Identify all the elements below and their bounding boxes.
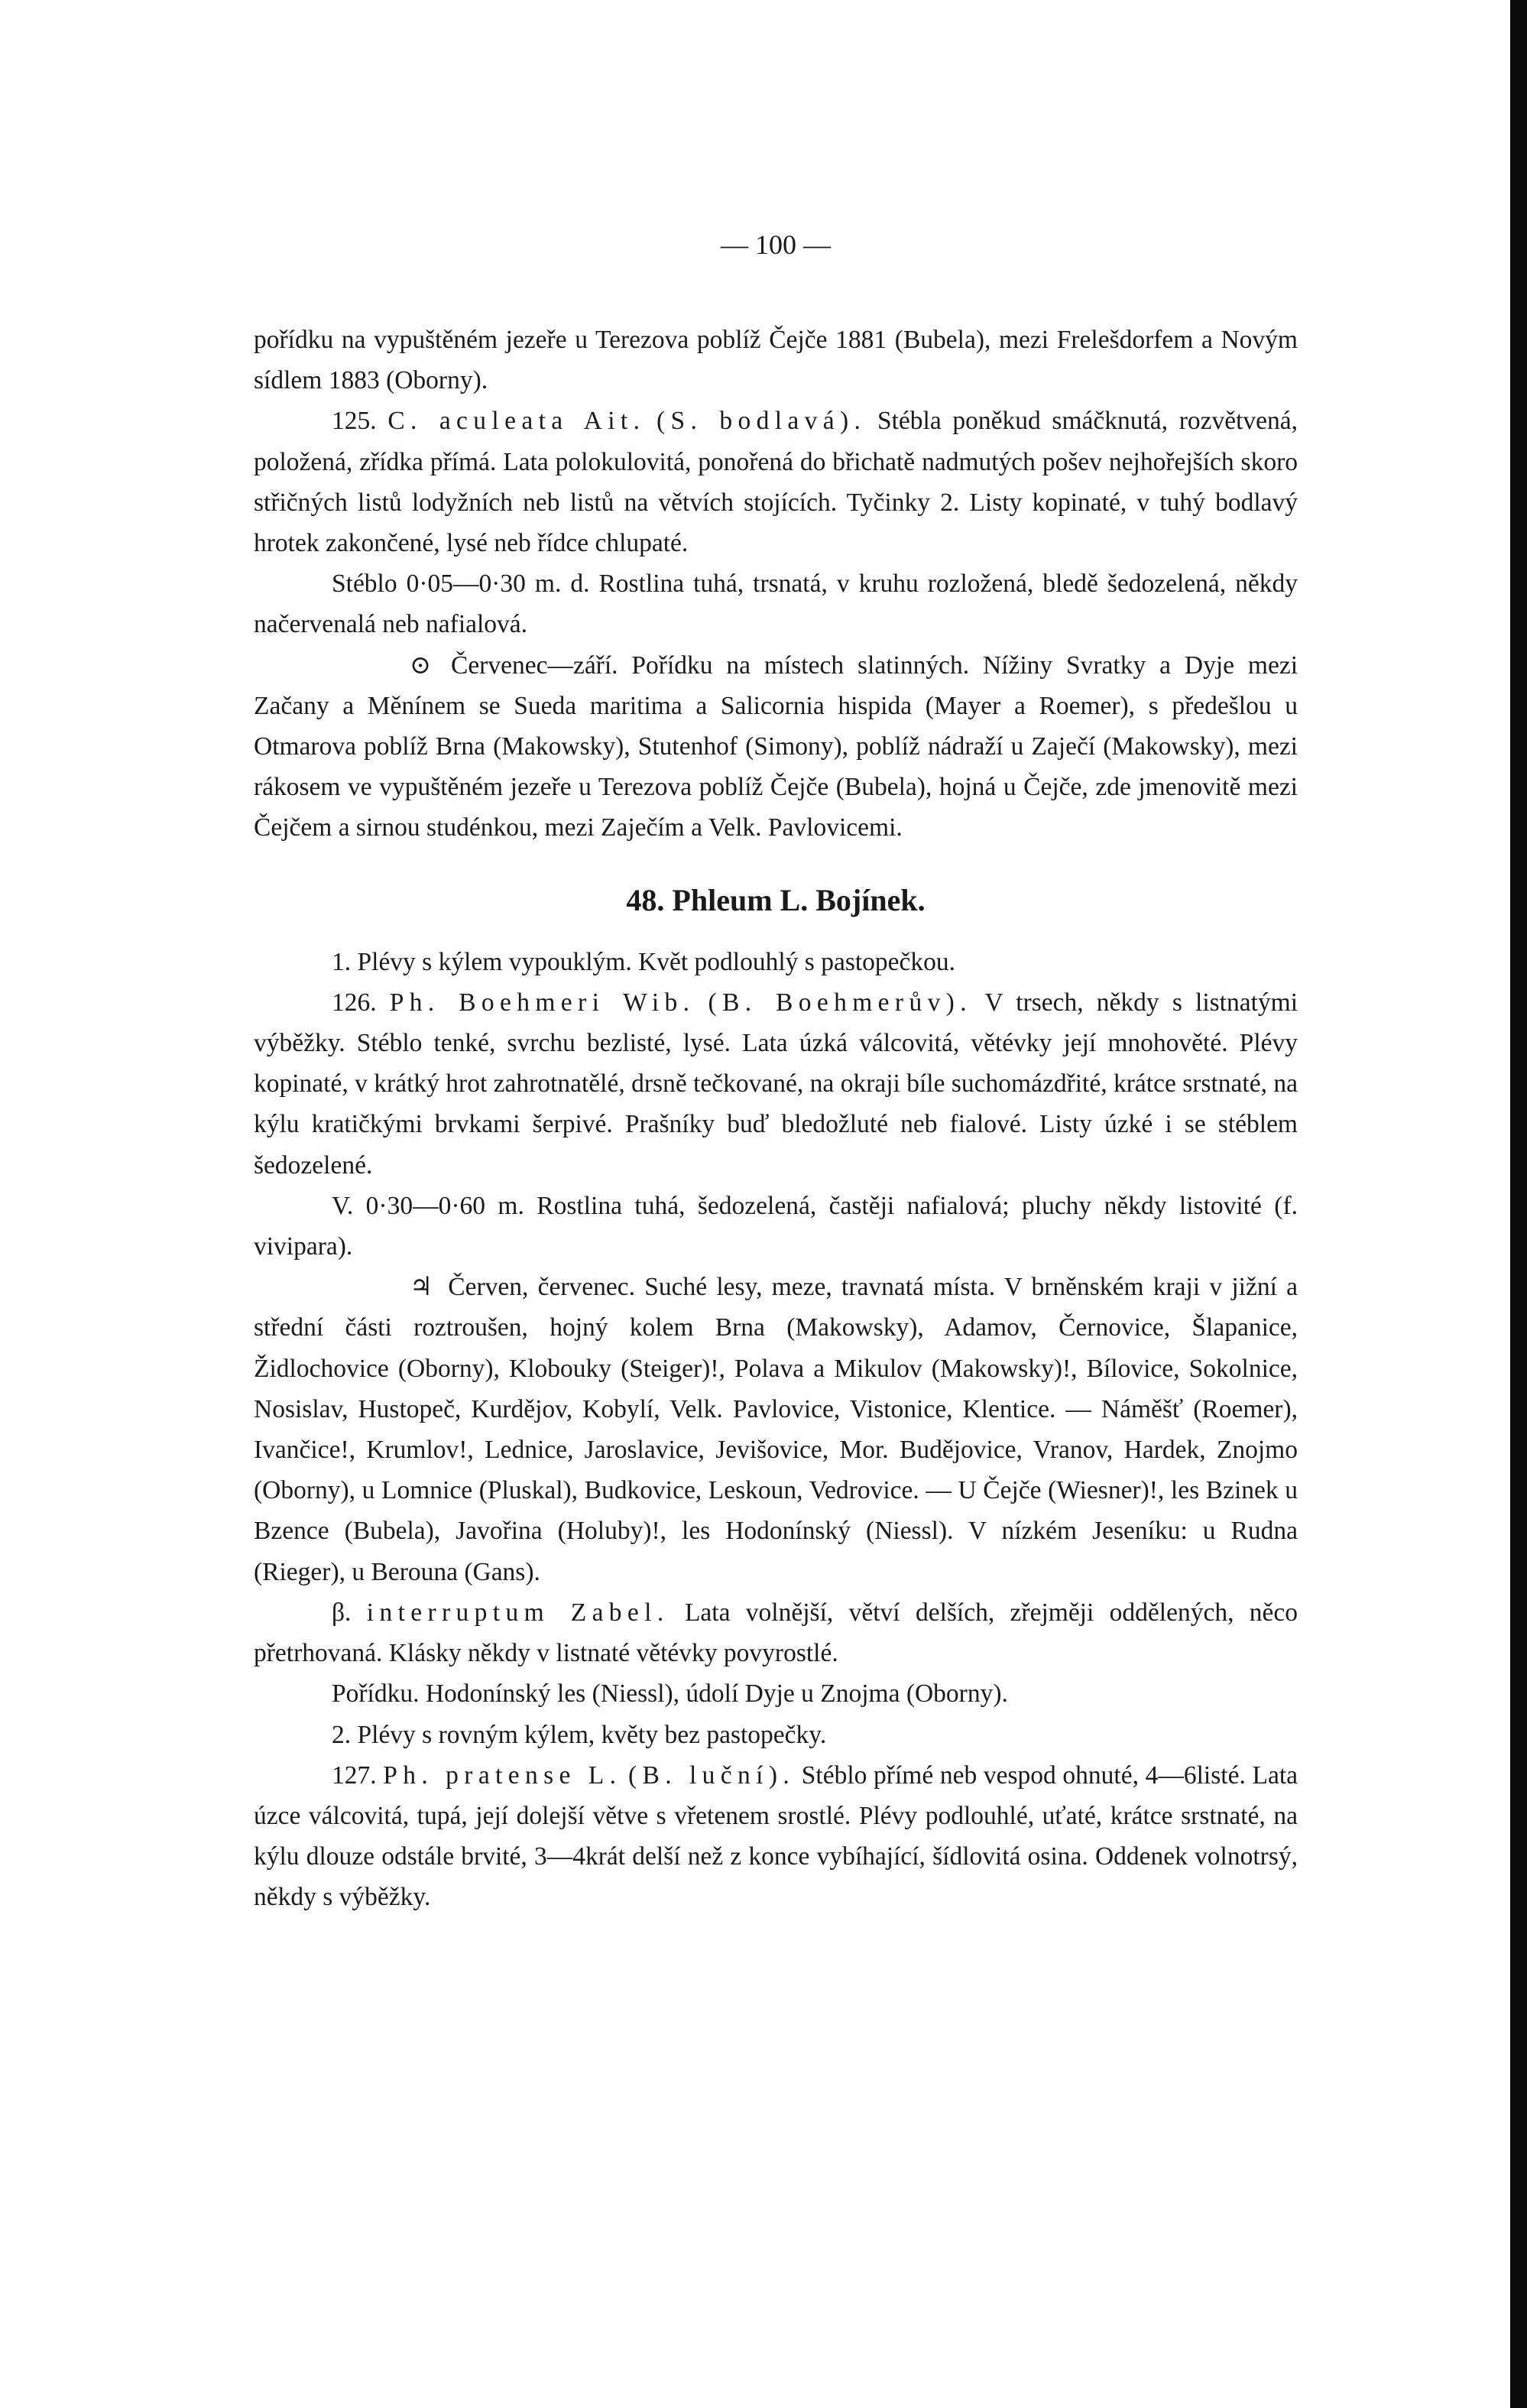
species-description: Stéblo přímé neb vespod ohnuté, 4—6listé. Lata úzce válcovitá, tupá, její dolejší větve s vřetenem srostlé. Plévy podlouhlé, uťaté, krátce srstnaté, na kýlu dlouze odstále brvité, 3—4krát delší než z konce vybíhající, šídlovitá osina. Oddenek volnotrsý, někdy s výběžky. (254, 1761, 1298, 1912)
habitat-text: Červen, červenec. Suché lesy, meze, travnatá místa. V brněnském kraji v jižní a střední části roztroušen, hojný kolem Brna (Makowsky), Adamov, Černovice, Šlapanice, Židlochovice (Oborny), Klobouky (Steiger)!, Polava a Mikulov (Makowsky)!, Bílovice, Sokolnice, Nosislav, Hustopeč, Kurdějov, Kobylí, Velk. Pavlovice, Vistonice, Klentice. — Náměšť (Roemer), Ivančice!, Krumlov!, Lednice, Jaroslavice, Jevišovice, Mor. Budějovice, Vranov, Hardek, Znojmo (Oborny), u Lomnice (Pluskal), Budkovice, Leskoun, Vedrovice. — U Čejče (Wiesner)!, les Bzinek u Bzence (Bubela), Javořina (Holuby)!, les Hodonínský (Niessl). V nízkém Jeseníku: u Rudna (Rieger), u Berouna (Gans). (254, 1273, 1298, 1586)
species-125-entry (254, 401, 1298, 563)
species-common-name: (B. Boehmerův). (708, 988, 972, 1017)
habitat-text: Červenec—září. Pořídku na místech slatinných. Nížiny Svratky a Dyje mezi Začany a Měnínem se Sueda maritima a Salicornia hispida (Mayer a Roemer), s předešlou u Otmarova poblíž Brna (Makowsky), Stutenhof (Simony), poblíž nádraží u Zaječí (Makowsky), mezi rákosem ve vypuštěném jezeře u Terezova poblíž Čejče (Bubela), hojná u Čejče, zde jmenovitě mezi Čejčem a sirnou studénkou, mezi Zaječím a Velk. Pavlovicemi. (254, 651, 1298, 842)
species-taxon: C. aculeata Ait. (387, 407, 646, 436)
species-taxon: Ph. Boehmeri Wib. (389, 988, 695, 1017)
species-126-entry (254, 982, 1298, 1186)
species-126-habitat (254, 1267, 1298, 1592)
species-number: 127. (332, 1761, 377, 1790)
species-number: 125. (332, 407, 377, 436)
species-common-name: (B. luční). (628, 1761, 796, 1790)
species-description: Stébla poněkud smáčknutá, rozvětvená, položená, zřídka přímá. Lata polokulovitá, ponořená do břichatě nadmutých pošev nejhořejších skoro střičných listů lodyžních neb listů na větvích stojících. Tyčinky 2. Listy kopinaté, v tuhý bodlavý hrotek zakončené, lysé neb řídce chlupaté. (254, 407, 1298, 558)
species-taxon: Ph. pratense L. (383, 1761, 622, 1790)
species-description: V trsech, někdy s listnatými výběžky. Stéblo tenké, svrchu bezlisté, lysé. Lata úzká válcovitá, větévky její mnohověté. Plévy kopinaté, v krátký hrot zahrotnatělé, drsně tečkované, na okraji bíle suchomázdřité, krátce srstnaté, na kýlu kratičkými brvkami šerpivé. Prašníky buď bledožluté neb fialové. Listy úzké i se stéblem šedozelené. (254, 988, 1298, 1180)
key-line-2: 2. Plévy s rovným kýlem, květy bez pastopečky. (332, 1720, 827, 1749)
species-number: 126. (332, 988, 377, 1017)
species-127-entry (254, 1755, 1298, 1918)
genus-heading: 48. Phleum L. Bojínek. (626, 882, 926, 917)
variety-habitat: Pořídku. Hodonínský les (Niessl), údolí Dyje u Znojma (Oborny). (332, 1679, 1008, 1709)
book-page (254, 229, 1298, 1918)
species-common-name: (S. bodlavá). (657, 407, 867, 436)
page-number: — 100 — (721, 229, 831, 260)
key-line-1: 1. Plévy s kýlem vypouklým. Květ podlouhlý s pastopečkou. (332, 947, 956, 976)
species-125-habitat (254, 645, 1298, 849)
annual-symbol-icon: ⊙ (410, 651, 432, 680)
variety-label: β. (332, 1598, 352, 1627)
perennial-symbol-icon: ♃ (410, 1273, 433, 1302)
variety-taxon: interruptum Zabel. (366, 1598, 669, 1627)
variety-entry (254, 1592, 1298, 1673)
species-126-measures: V. 0·30—0·60 m. Rostlina tuhá, šedozelená, častěji nafialová; pluchy někdy listovité (f. vivipara). (254, 1191, 1298, 1261)
variety-description: Lata volnější, větví delších, zřejměji oddělených, něco přetrhovaná. Klásky někdy v listnaté větévky povyrostlé. (254, 1598, 1298, 1668)
scan-edge (1510, 0, 1527, 2408)
species-125-measures: Stéblo 0·05—0·30 m. d. Rostlina tuhá, trsnatá, v kruhu rozložená, bledě šedozelená, někdy načervenalá neb nafialová. (254, 570, 1298, 639)
continued-paragraph: pořídku na vypuštěném jezeře u Terezova poblíž Čejče 1881 (Bubela), mezi Frelešdorfem a Novým sídlem 1883 (Oborny). (254, 326, 1298, 395)
